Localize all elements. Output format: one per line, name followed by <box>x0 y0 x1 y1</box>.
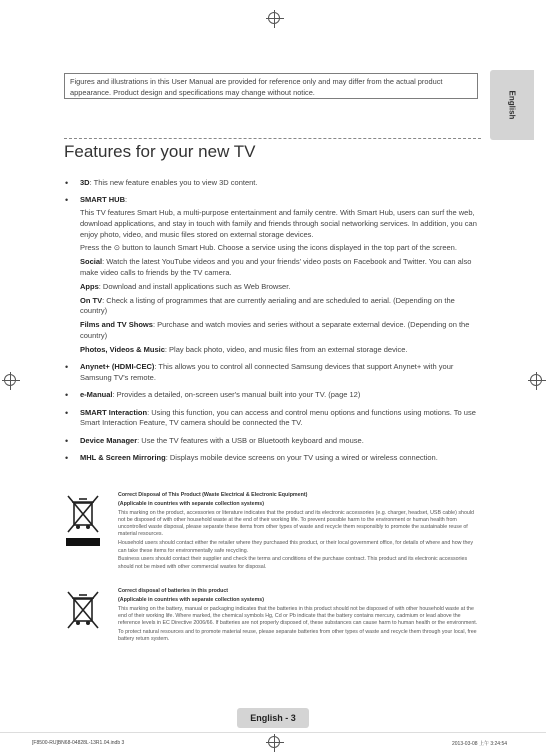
films-label: Films and TV Shows <box>80 320 153 330</box>
feature-label: SMART Interaction <box>80 407 148 417</box>
smart-hub-social <box>80 257 482 279</box>
registration-mark-bottom <box>268 736 280 748</box>
registration-mark-right <box>530 374 542 386</box>
social-label: Social <box>80 257 103 267</box>
crossed-out-bin-icon <box>64 494 102 554</box>
apps-text: : Download and install applications such as Web Browser. <box>98 281 291 291</box>
features-list-container <box>64 178 482 470</box>
feature-3d <box>64 178 482 189</box>
battery-disposal-section <box>64 588 482 658</box>
smart-hub-films <box>80 320 482 342</box>
disclaimer-notice: Figures and illustrations in this User Manual are provided for reference only and may differ from the actual product appearance. Product design and specifications may change without notice. <box>64 73 478 99</box>
feature-label: e-Manual <box>80 390 113 400</box>
social-text: : Watch the latest YouTube videos and you and your friends' video posts on Facebook and Twitter. You can also make video calls to friends by the TV camera. <box>80 257 472 278</box>
feature-emanual <box>64 390 482 401</box>
photos-label: Photos, Videos & Music <box>80 344 165 354</box>
smart-hub-intro: This TV features Smart Hub, a multi-purpose entertainment and family centre. With Smart Hub, users can surf the web, download applications, and stay in touch with family and friends through social networking services. In addition, you can enjoy photo, video, and music files stored on external storage devices. <box>80 208 477 239</box>
weee-paragraph-3: Business users should contact their supplier and check the terms and conditions of the purchase contract. This product and its electronic accessories should not be mixed with other commercial wastes for disposal. <box>118 556 468 570</box>
feature-text: : Displays mobile device screens on your TV using a wired or wireless connection. <box>165 452 438 462</box>
weee-paragraph-2: Household users should contact either the retailer where they purchased this product, or their local government office, for details of where and how they can take these items for environmentally safe recycling. <box>118 540 473 554</box>
crossed-out-bin-icon <box>64 590 102 638</box>
features-list <box>64 178 482 464</box>
page-number: English - 3 <box>237 708 309 728</box>
battery-subtitle: (Applicable in countries with separate collection systems) <box>118 596 264 603</box>
films-text: : Purchase and watch movies and series without a separate external device. (Depending on the country) <box>80 320 470 341</box>
battery-paragraph-2: To protect natural resources and to promote material reuse, please separate batteries from other types of waste and recycle them through your local, free battery return system. <box>118 628 477 643</box>
page-title: Features for your new TV <box>64 142 256 161</box>
battery-paragraph-1: This marking on the battery, manual or packaging indicates that the batteries in this product should not be disposed of with other household waste at the end of their working life. Where marked, the chemical symbols Hg, Cd or Pb indicate that the battery contains mercury, cadmium or lead above the reference levels in EC Directive 2006/66. If batteries are not properly disposed of, these substances can cause harm to human health or the environment. <box>118 605 478 627</box>
registration-mark-top <box>268 12 280 24</box>
battery-text <box>118 588 478 645</box>
print-file-info: [F8500-RU]BN68-04828L-13R1.04.indb 3 <box>32 740 125 746</box>
smart-hub-launch: Press the ⊙ button to launch Smart Hub. Choose a service using the icons displayed in the top part of the screen. <box>80 243 457 253</box>
smart-hub-apps <box>80 282 482 293</box>
feature-text: : This allows you to control all connected Samsung devices that support Anynet+ with your Samsung TV's remote. <box>80 362 454 382</box>
apps-label: Apps <box>80 281 99 291</box>
feature-text: : This new feature enables you to view 3D content. <box>89 178 258 187</box>
photos-text: : Play back photo, video, and music files from an external storage device. <box>164 344 408 354</box>
feature-colon: : <box>125 195 128 205</box>
weee-subtitle: (Applicable in countries with separate collection systems) <box>118 500 264 507</box>
smart-hub-photos <box>80 345 482 356</box>
feature-text: : Use the TV features with a USB or Bluetooth keyboard and mouse. <box>137 435 364 445</box>
registration-mark-left <box>4 374 16 386</box>
feature-text: : Provides a detailed, on-screen user's manual built into your TV. (page 12) <box>112 390 361 400</box>
feature-label: MHL & Screen Mirroring <box>80 452 166 462</box>
feature-smart-interaction <box>64 408 482 430</box>
feature-label: Anynet+ (HDMI-CEC) <box>80 362 155 372</box>
feature-label: Device Manager <box>80 435 138 445</box>
on-tv-text: : Check a listing of programmes that are currently aerialing and are scheduled to aerial. (Depending on the country) <box>80 295 455 316</box>
weee-paragraph-1: This marking on the product, accessories or literature indicates that the product and its electronic accessories (e.g. charger, headset, USB cable) should not be disposed of with other household waste at the end of their working life. To prevent possible harm to the environment or human health from uncontrolled waste disposal, please separate these items from other types of waste and recycle them responsibly to promote the sustainable reuse of material resources. <box>118 509 474 538</box>
language-tab <box>490 70 534 140</box>
on-tv-label: On TV <box>80 295 103 305</box>
feature-mhl <box>64 453 482 464</box>
language-tab-label: English <box>507 90 517 120</box>
feature-device-manager <box>64 436 482 447</box>
feature-label: 3D <box>80 178 90 187</box>
weee-disposal-section <box>64 492 482 582</box>
feature-anynet <box>64 362 482 384</box>
feature-smart-hub <box>64 195 482 355</box>
smart-hub-details <box>80 208 482 356</box>
weee-title: Correct Disposal of This Product (Waste Electrical & Electronic Equipment) <box>118 492 308 498</box>
section-divider <box>64 138 481 139</box>
print-timestamp: 2013-03-08 上午 3:24:54 <box>452 741 508 747</box>
smart-hub-on-tv <box>80 296 482 318</box>
feature-label: SMART HUB <box>80 195 125 205</box>
feature-text: : Using this function, you can access and control menu options and functions using motions. To use Smart Interaction Feature, TV camera should be connected the TV. <box>80 407 476 428</box>
footer-divider <box>0 732 546 733</box>
weee-text <box>118 492 478 572</box>
battery-title: Correct disposal of batteries in this product <box>118 588 229 594</box>
